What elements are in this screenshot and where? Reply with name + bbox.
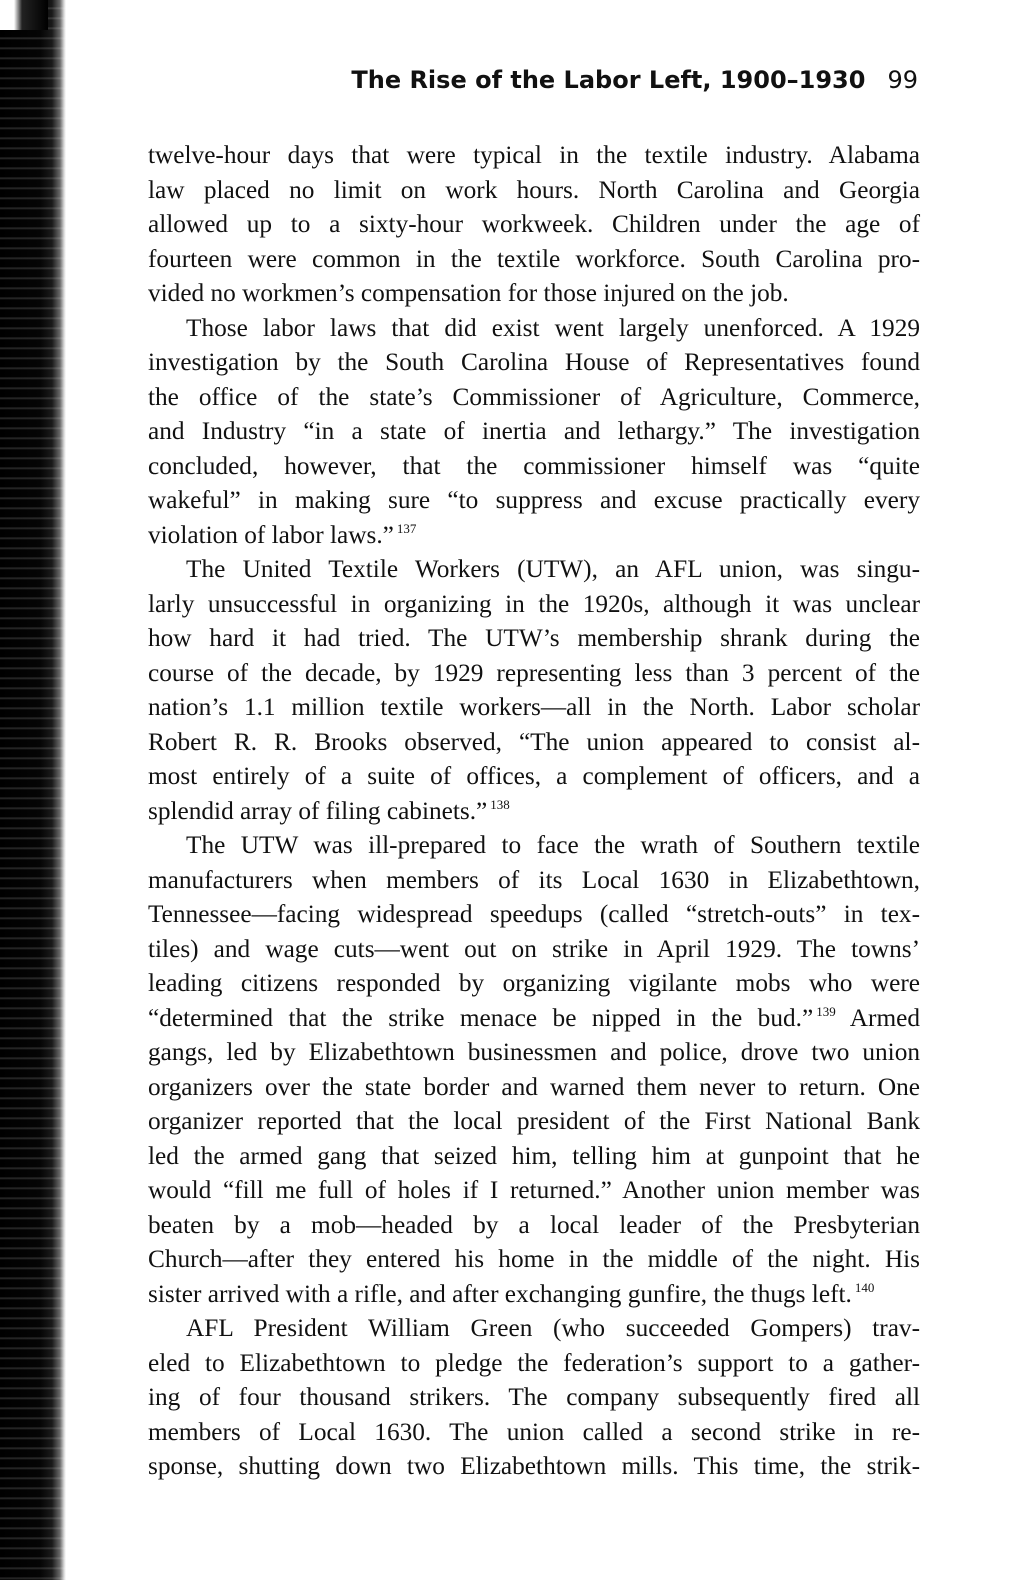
text-line: allowed up to a sixty-hour workweek. Children under the age of [148, 210, 920, 238]
page-number: 99 [887, 66, 918, 94]
text-line: concluded, however, that the commissioner himself was “quite [148, 451, 920, 480]
text-line: sister arrived with a rifle, and after exchanging gunfire, the thugs left. [148, 1279, 852, 1308]
text-line: organizer reported that the local president of the First National Bank [148, 1107, 920, 1135]
text-line: eled to Elizabethtown to pledge the federation’s support to a gather- [148, 1348, 920, 1377]
body-text [148, 138, 920, 1484]
scan-binding-corner [0, 0, 48, 30]
running-title: The Rise of the Labor Left, 1900–1930 [351, 66, 866, 94]
endnote-marker[interactable]: 138 [490, 796, 510, 812]
paragraph [148, 828, 920, 1311]
text-line: course of the decade, by 1929 representing less than 3 percent of the [148, 658, 920, 687]
text-line: sponse, shutting down two Elizabethtown mills. This time, the strik- [148, 1452, 920, 1480]
endnote-marker[interactable]: 137 [396, 520, 417, 536]
text-line: most entirely of a suite of offices, a complement of officers, and a [148, 762, 920, 790]
text-line: Tennessee—facing widespread speedups (called “stretch-outs” in tex- [148, 900, 920, 928]
text-line: Robert R. R. Brooks observed, “The union appeared to consist al- [148, 727, 920, 756]
endnote-marker[interactable]: 140 [854, 1279, 875, 1295]
text-line: beaten by a mob—headed by a local leader of the Presbyterian [148, 1210, 920, 1239]
text-line: splendid array of filing cabinets.” [148, 796, 488, 825]
endnote-marker[interactable]: 139 [816, 1003, 836, 1019]
text-line-continuation: Armed [849, 1003, 920, 1032]
text-line: manufacturers when members of its Local 1630 in Elizabethtown, [148, 865, 920, 894]
text-line-with-note [148, 794, 920, 829]
paragraph [148, 138, 920, 311]
text-line: gangs, led by Elizabethtown businessmen and police, drove two union [148, 1038, 920, 1066]
text-line: investigation by the South Carolina House of Representatives found [148, 348, 920, 376]
text-line: vided no workmen’s compensation for those injured on the job. [148, 279, 789, 307]
text-line: “determined that the strike menace be nipped in the bud.” [148, 1003, 814, 1032]
text-line: twelve-hour days that were typical in the textile industry. Alabama [148, 141, 920, 169]
text-line: Church—after they entered his home in the middle of the night. His [148, 1245, 920, 1273]
text-line: nation’s 1.1 million textile workers—all in the North. Labor scholar [148, 693, 920, 721]
text-line-with-note [148, 1001, 920, 1036]
paragraph [148, 552, 920, 828]
text-line: leading citizens responded by organizing vigilante mobs who were [148, 969, 920, 997]
text-line: how hard it had tried. The UTW’s membership shrank during the [148, 624, 920, 652]
text-line: ing of four thousand strikers. The company subsequently fired all [148, 1383, 920, 1411]
text-line: The United Textile Workers (UTW), an AFL union, was singu- [186, 555, 920, 583]
text-line: violation of labor laws.” [148, 520, 394, 549]
text-line: and Industry “in a state of inertia and lethargy.” The investigation [148, 417, 920, 445]
paragraph [148, 1311, 920, 1484]
text-line: members of Local 1630. The union called a second strike in re- [148, 1417, 920, 1446]
text-line: led the armed gang that seized him, telling him at gunpoint that he [148, 1141, 920, 1170]
text-line: wakeful” in making sure “to suppress and excuse practically every [148, 486, 920, 514]
text-line: would “fill me full of holes if I returned.” Another union member was [148, 1176, 920, 1204]
text-line: AFL President William Green (who succeeded Gompers) trav- [186, 1314, 920, 1342]
text-line: larly unsuccessful in organizing in the 1920s, although it was unclear [148, 589, 920, 618]
scan-binding-shadow [0, 0, 66, 1580]
text-line: law placed no limit on work hours. North Carolina and Georgia [148, 175, 920, 204]
text-line: tiles) and wage cuts—went out on strike in April 1929. The towns’ [148, 934, 920, 963]
text-line: fourteen were common in the textile workforce. South Carolina pro- [148, 244, 920, 273]
text-line: organizers over the state border and warned them never to return. One [148, 1072, 920, 1101]
text-line: the office of the state’s Commissioner of Agriculture, Commerce, [148, 382, 920, 411]
running-header [148, 66, 918, 94]
text-line: The UTW was ill-prepared to face the wrath of Southern textile [186, 831, 920, 859]
text-line-with-note [148, 1277, 920, 1312]
text-line-with-note [148, 518, 920, 553]
text-line: Those labor laws that did exist went largely unenforced. A 1929 [186, 313, 920, 342]
paragraph [148, 311, 920, 553]
